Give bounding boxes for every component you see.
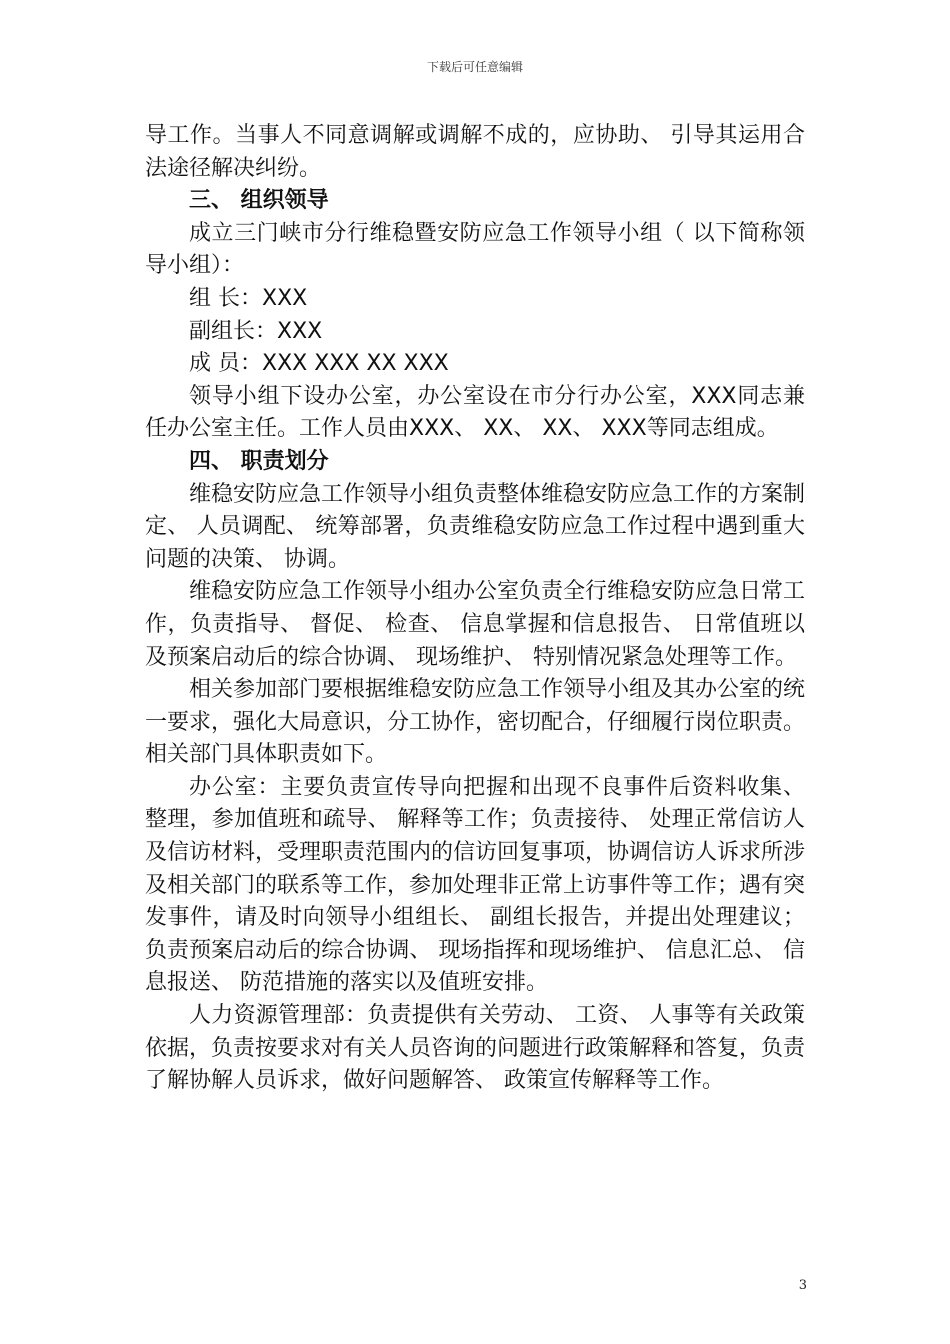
page-header: 下载后可任意编辑: [426, 60, 523, 74]
document-body: [145, 120, 805, 1098]
paragraph-group-responsibility: 维稳安防应急工作领导小组负责整体维稳安防应急工作的方案制定、 人员调配、 统筹部署，负责维稳安防应急工作过程中遇到重大问题的决策、 协调。: [145, 481, 806, 572]
page-number: 3: [798, 1278, 807, 1293]
paragraph-departments-duty: 相关参加部门要根据维稳安防应急工作领导小组及其办公室的统一要求，强化大局意识，分工协作，密切配合，仔细履行岗位职责。相关部门具体职责如下。: [145, 677, 806, 768]
paragraph-office-setup: 领导小组下设办公室，办公室设在市分行办公室，XXX同志兼任办公室主任。工作人员由XXX、 XX、 XX、 XXX等同志组成。: [145, 383, 805, 442]
section-heading-organization: 三、 组织领导: [189, 188, 329, 214]
paragraph-leading-group-intro: 成立三门峡市分行维稳暨安防应急工作领导小组（ 以下简称领导小组）：: [145, 220, 805, 279]
paragraph-office-responsibility: 维稳安防应急工作领导小组办公室负责全行维稳安防应急日常工作，负责指导、 督促、 检查、 信息掌握和信息报告、 日常值班以及预案启动后的综合协调、 现场维护、 特别情况紧急处理等工作。: [145, 579, 806, 670]
paragraph-deputy-leader: 副组长：XXX: [189, 318, 323, 344]
paragraph-group-leader: 组 长：XXX: [189, 285, 308, 311]
paragraph-admin-office-duty: 办公室：主要负责宣传导向把握和出现不良事件后资料收集、 整理，参加值班和疏导、 解释等工作；负责接待、 处理正常信访人及信访材料，受理职责范围内的信访回复事项，协调信访人诉求所涉及相关部门的联系等工作，参加处理非正常上访事件等工作；遇有突发事件，请及时向领导小组组长、 副组长报告，并提出处理建议；负责预案启动后的综合协调、 现场指挥和现场维护、 信息汇总、 信息报送、 防范措施的落实以及值班安排。: [145, 774, 806, 996]
paragraph-members: 成 员：XXX XXX XX XXX: [189, 351, 449, 377]
paragraph-hr-duty: 人力资源管理部：负责提供有关劳动、 工资、 人事等有关政策依据，负责按要求对有关人员咨询的问题进行政策解释和答复，负责了解协解人员诉求，做好问题解答、 政策宣传解释等工作。: [145, 1003, 806, 1094]
paragraph-mediation-continued: 导工作。当事人不同意调解或调解不成的，应协助、 引导其运用合法途径解决纠纷。: [145, 123, 805, 181]
section-heading-responsibilities: 四、 职责划分: [189, 448, 329, 474]
